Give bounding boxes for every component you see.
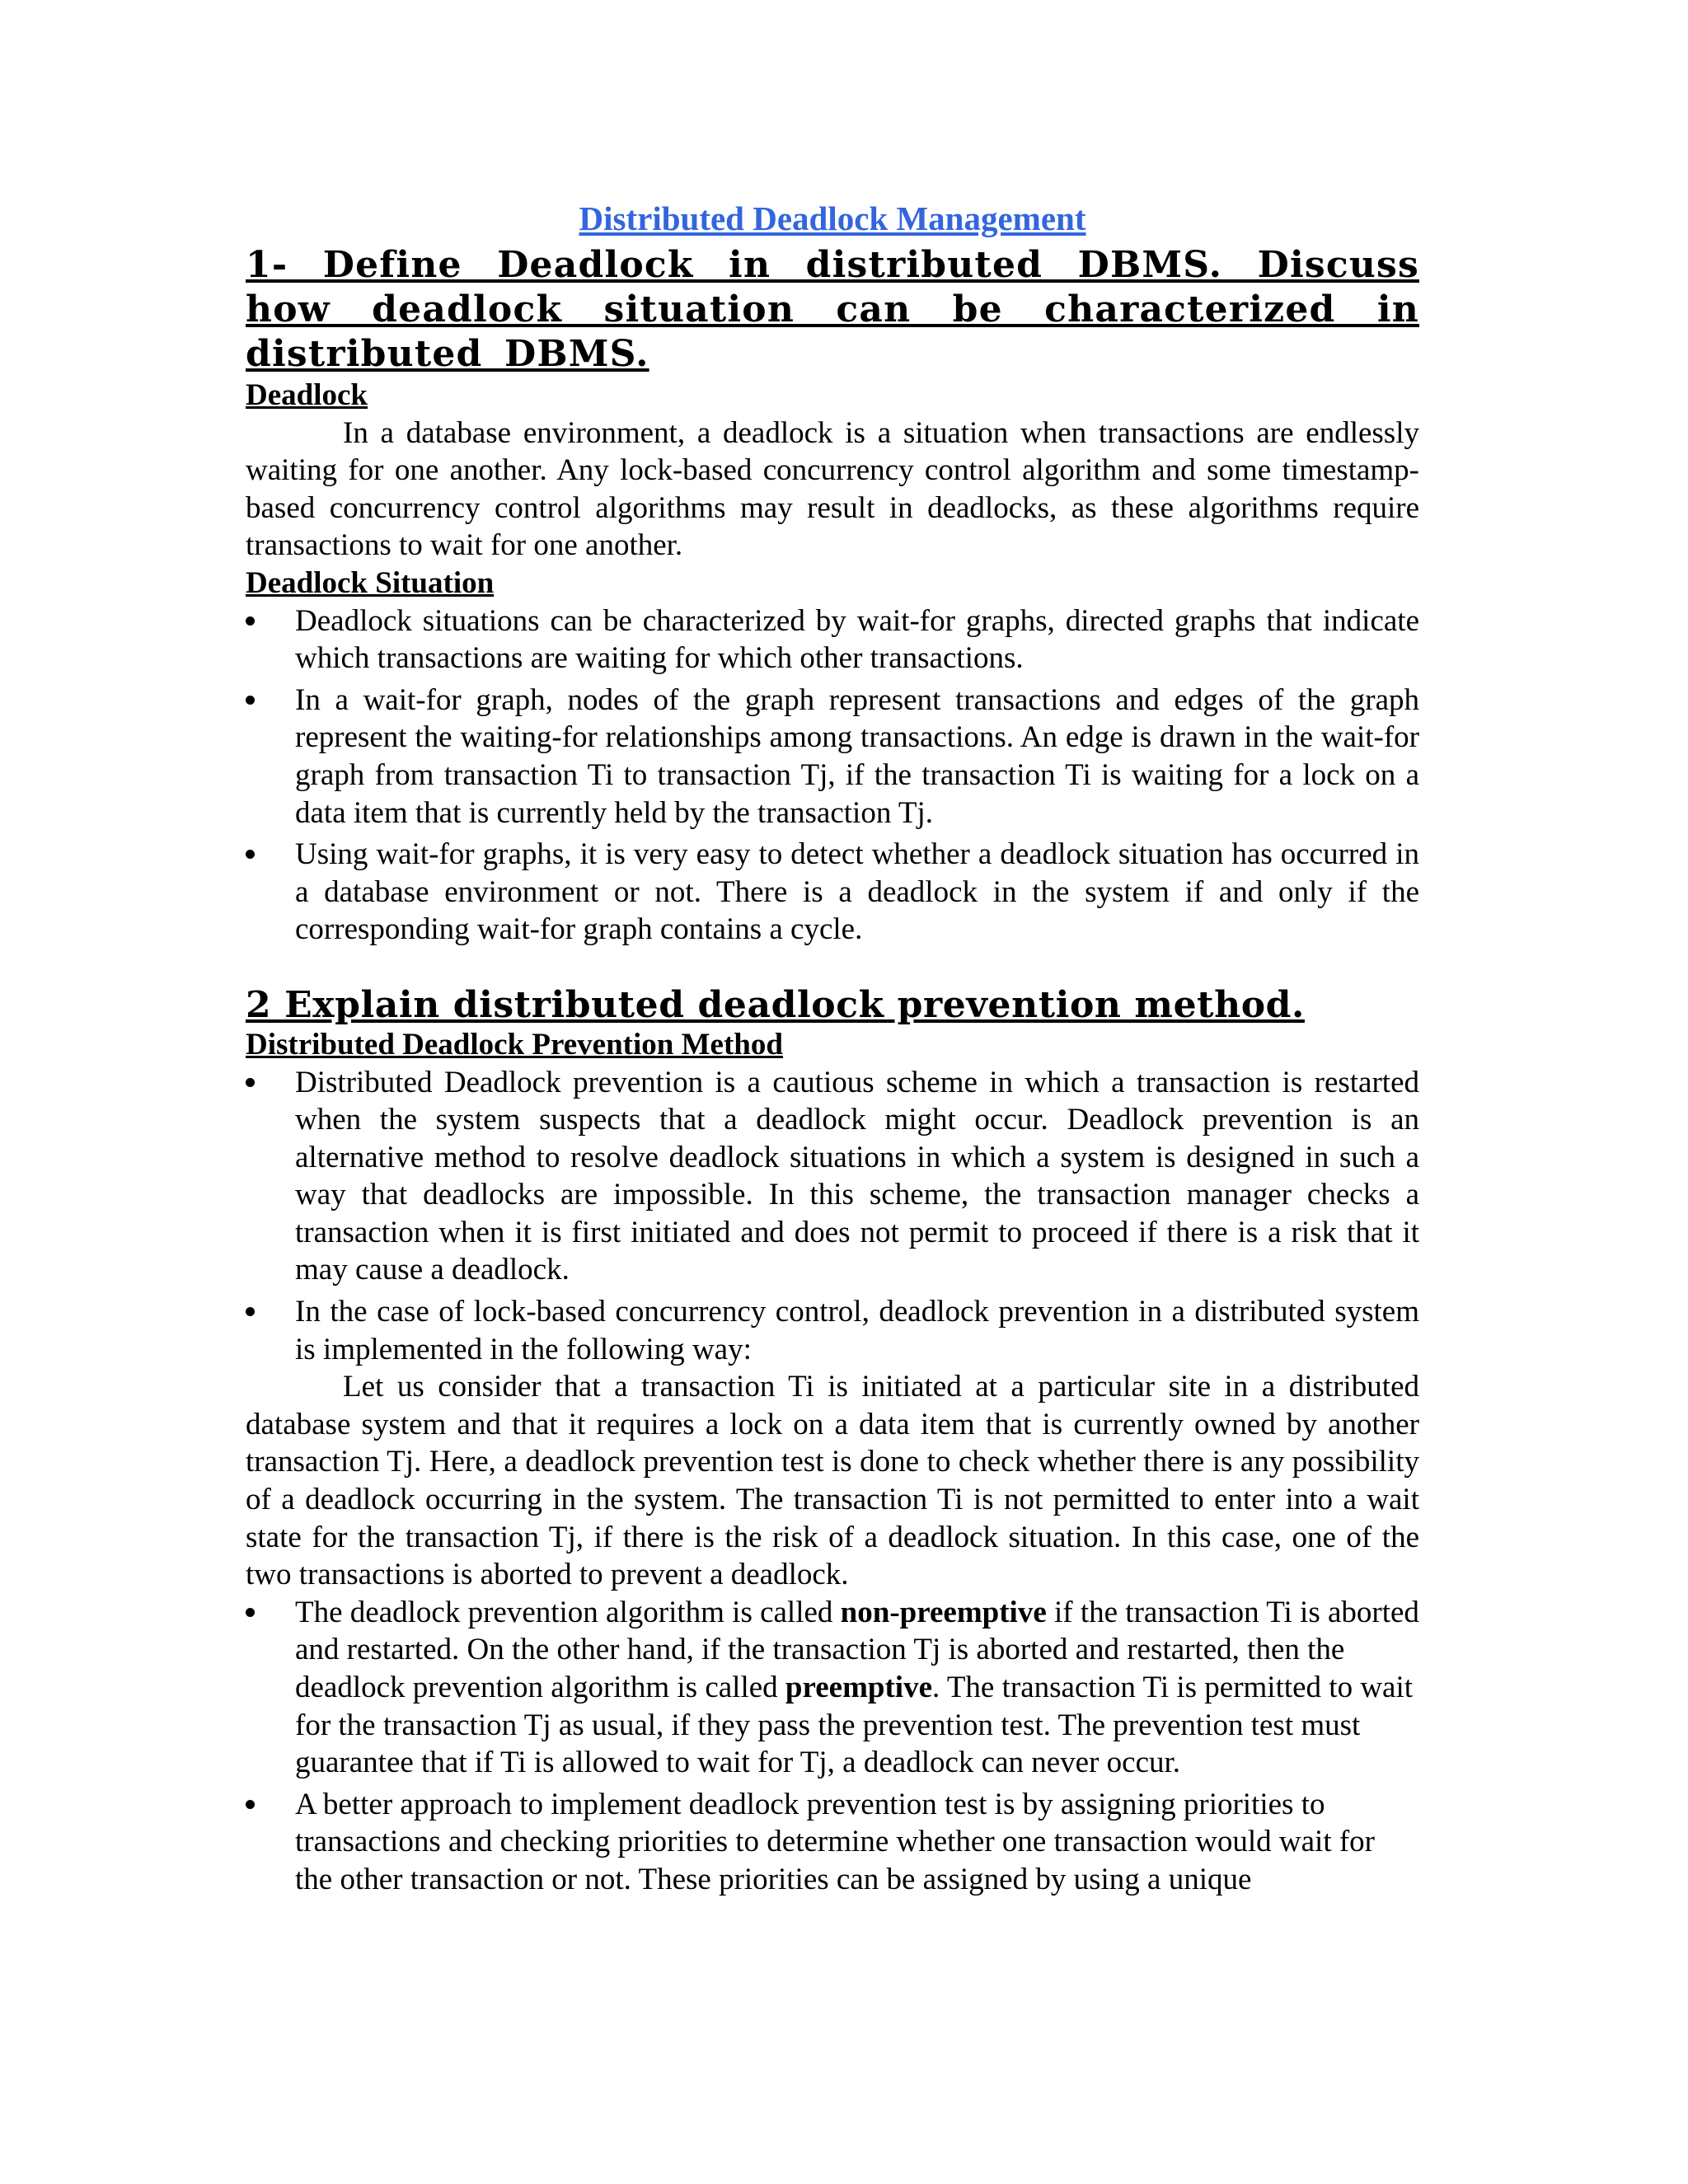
preemptive-term: preemptive — [785, 1671, 932, 1704]
document-title: Distributed Deadlock Management — [579, 199, 1086, 237]
prevention-method-subheading: Distributed Deadlock Prevention Method — [246, 1027, 783, 1062]
list-item — [246, 1293, 1419, 1368]
bullet-icon — [246, 1307, 255, 1316]
list-item — [246, 1594, 1419, 1782]
list-item-text-part: . The transaction Ti is permitted to wait for the transaction Tj as usual, if they pass the prevention test. The prevention test must guarantee that if Ti is allowed to wait for Tj, a deadlock can never occur. — [295, 1671, 1414, 1780]
bullet-icon — [246, 1800, 255, 1809]
list-item — [246, 602, 1419, 677]
list-item-text: In the case of lock-based concurrency control, deadlock prevention in a distributed system is implemented in the following way: — [295, 1295, 1419, 1366]
deadlock-definition-paragraph: In a database environment, a deadlock is a situation when transactions are endlessly waiting for one another. Any lock-based concurrency control algorithm and some timestamp-based concurrency control algorithms may result in deadlocks, as these algorithms require transactions to wait for one another. — [246, 415, 1419, 563]
prevention-method-list-continued — [246, 1594, 1419, 1899]
list-item-text-part: if the transaction Ti is aborted and restarted. On the other hand, if the transaction Tj is aborted and restarted, then the deadlock prevention algorithm is called — [295, 1595, 1419, 1704]
list-item — [246, 682, 1419, 832]
list-item-text: In a wait-for graph, nodes of the graph represent transactions and edges of the graph represent the waiting-for relationships among transactions. An edge is drawn in the wait-for graph from transaction Ti to transaction Tj, if the transaction Ti is waiting for a lock on a data item that is currently held by the transaction Tj. — [295, 682, 1419, 830]
bullet-icon — [246, 1608, 255, 1617]
document-page — [246, 194, 1419, 1903]
bullet-icon — [246, 1078, 255, 1087]
list-item-text: Deadlock situations can be characterized by wait-for graphs, directed graphs that indicate which transactions are waiting for which other transactions. — [295, 603, 1419, 676]
list-item — [246, 1064, 1419, 1290]
list-item — [246, 1786, 1419, 1899]
deadlock-situation-subheading: Deadlock Situation — [246, 565, 495, 600]
bullet-icon — [246, 850, 255, 859]
list-item-text-part: The deadlock prevention algorithm is called — [295, 1595, 841, 1629]
question-2-heading: 2 Explain distributed deadlock prevention method. — [246, 983, 1305, 1026]
list-item-text: Using wait-for graphs, it is very easy to detect whether a deadlock situation has occurred in a database environment or not. There is a deadlock in the system if and only if the corresponding wait-for graph contains a cycle. — [295, 837, 1419, 947]
bullet-icon — [246, 696, 255, 705]
list-item-text: Distributed Deadlock prevention is a cautious scheme in which a transaction is restarted when the system suspects that a deadlock might occur. Deadlock prevention is an alternative method to resolve deadlock situations in which a system is designed in such a way that deadlocks are impossible. In this scheme, the transaction manager checks a transaction when it is first initiated and does not permit to proceed if there is a risk that it may cause a deadlock. — [295, 1065, 1419, 1287]
prevention-method-list — [246, 1064, 1419, 1369]
deadlock-subheading: Deadlock — [246, 378, 368, 412]
deadlock-situation-list — [246, 602, 1419, 949]
consider-paragraph: Let us consider that a transaction Ti is initiated at a particular site in a distributed database system and that it requires a lock on a data item that is currently owned by another transaction Tj. Here, a deadlock prevention test is done to check whether there is any possibility of a deadlock occurring in the system. The transaction Ti is not permitted to enter into a wait state for the transaction Tj, if there is the risk of a deadlock situation. In this case, one of the two transactions is aborted to prevent a deadlock. — [246, 1370, 1419, 1592]
bullet-icon — [246, 616, 255, 626]
list-item-text: A better approach to implement deadlock prevention test is by assigning priorities to transactions and checking priorities to determine whether one transaction would wait for the other transaction or not. These priorities can be assigned by using a unique — [295, 1787, 1375, 1896]
non-preemptive-term: non-preemptive — [840, 1595, 1047, 1629]
question-1-heading: 1- Define Deadlock in distributed DBMS. Discuss how deadlock situation can be characterized in distributed DBMS. — [246, 244, 1419, 375]
list-item — [246, 836, 1419, 949]
